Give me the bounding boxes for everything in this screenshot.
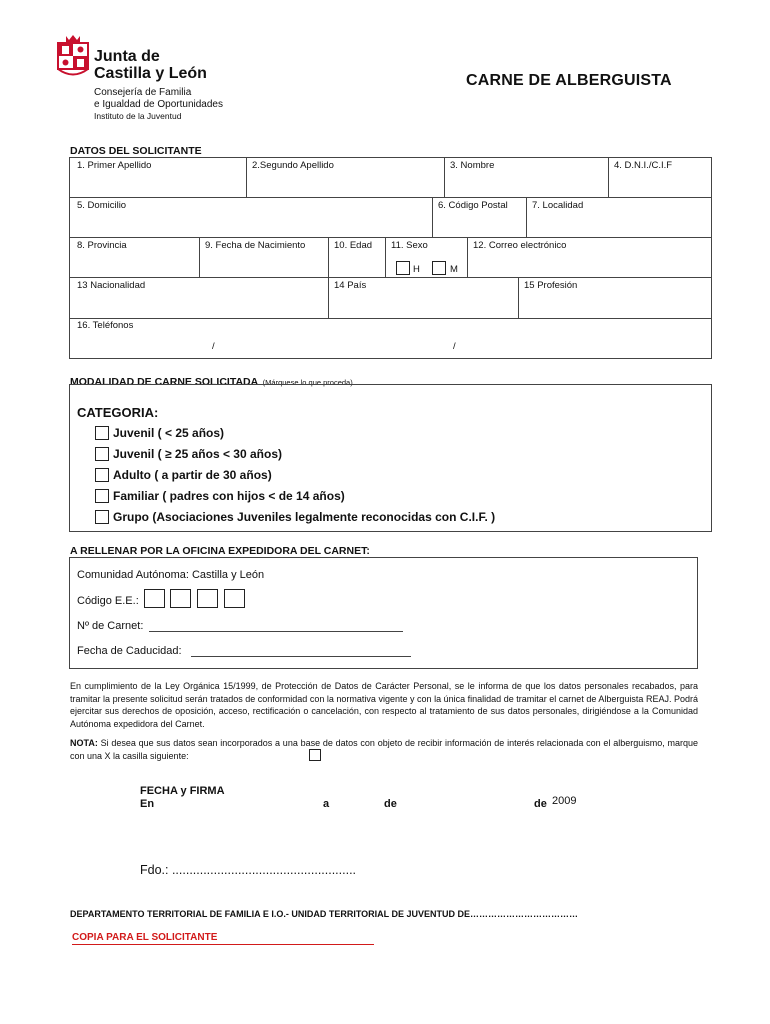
org-name-line1: Junta de — [94, 48, 160, 65]
sex-m-label: M — [450, 264, 458, 275]
org-name-line2: Castilla y León — [94, 65, 207, 82]
row-divider — [69, 277, 712, 278]
option-adulto-checkbox[interactable] — [95, 468, 109, 482]
office-code-label: Código E.E.: — [77, 595, 139, 607]
col-divider — [246, 157, 247, 197]
option-grupo-checkbox[interactable] — [95, 510, 109, 524]
col-divider — [199, 237, 200, 277]
col-divider — [328, 277, 329, 318]
office-section-title: A RELLENAR POR LA OFICINA EXPEDIDORA DEL CARNET: — [70, 545, 370, 557]
expiry-date-line[interactable] — [191, 656, 411, 657]
month-de-label: de — [384, 798, 397, 810]
option-juvenil-25-checkbox[interactable] — [95, 426, 109, 440]
col-divider — [608, 157, 609, 197]
option-grupo-label: Grupo (Asociaciones Juveniles legalmente reconocidas con C.I.F. ) — [113, 510, 496, 524]
option-familiar-label: Familiar ( padres con hijos < de 14 años) — [113, 489, 345, 503]
office-community: Comunidad Autónoma: Castilla y León — [77, 569, 265, 581]
card-number-label: Nº de Carnet: — [77, 620, 144, 632]
field-label-apellido2: 2.Segundo Apellido — [252, 160, 334, 171]
field-label-domicilio: 5. Domicilio — [77, 200, 127, 211]
field-label-edad: 10. Edad — [334, 240, 373, 251]
sex-h-checkbox[interactable] — [396, 261, 410, 275]
category-title: CATEGORIA: — [77, 405, 159, 420]
field-label-localidad: 7. Localidad — [532, 200, 584, 211]
row-divider — [69, 197, 712, 198]
field-label-apellido1: 1. Primer Apellido — [77, 160, 152, 171]
department-line1: Consejería de Familia — [94, 87, 192, 98]
code-digit-box[interactable] — [170, 589, 191, 608]
col-divider — [467, 237, 468, 277]
code-digit-box[interactable] — [197, 589, 218, 608]
code-digit-box[interactable] — [144, 589, 165, 608]
nota-label: NOTA: — [70, 738, 98, 748]
day-a-label: a — [323, 798, 330, 810]
signature-title: FECHA y FIRMA — [140, 785, 225, 797]
row-divider — [69, 237, 712, 238]
option-familiar-checkbox[interactable] — [95, 489, 109, 503]
option-juvenil-25-label: Juvenil ( < 25 años) — [113, 426, 225, 440]
expiry-date-label: Fecha de Caducidad: — [77, 645, 182, 657]
field-label-correo: 12. Correo electrónico — [473, 240, 567, 251]
option-juvenil-25-30-checkbox[interactable] — [95, 447, 109, 461]
nota-text: Si desea que sus datos sean incorporados a una base de datos con objeto de recibir información de interés relacionada con el alberguismo, marque con una X la casilla siguiente: — [70, 738, 698, 761]
row-divider — [69, 318, 712, 319]
field-label-nacionalidad: 13 Nacionalidad — [77, 280, 146, 291]
copy-label: COPIA PARA EL SOLICITANTE — [72, 932, 374, 945]
place-en-label: En — [140, 798, 155, 810]
code-digit-box[interactable] — [224, 589, 245, 608]
col-divider — [526, 197, 527, 237]
footer-department: DEPARTAMENTO TERRITORIAL DE FAMILIA E I.O.- UNIDAD TERRITORIAL DE JUVENTUD DE……………………………… — [70, 909, 579, 919]
col-divider — [444, 157, 445, 197]
signature-line[interactable]: Fdo.: ..................................................... — [140, 863, 357, 877]
year-value: 2009 — [552, 795, 577, 807]
card-number-line[interactable] — [149, 631, 403, 632]
phone-separator: / — [212, 341, 215, 352]
option-adulto-label: Adulto ( a partir de 30 años) — [113, 468, 272, 482]
field-label-nombre: 3. Nombre — [450, 160, 495, 171]
field-label-telefonos: 16. Teléfonos — [77, 320, 134, 331]
field-label-profesion: 15 Profesión — [524, 280, 578, 291]
field-label-sexo: 11. Sexo — [391, 240, 428, 251]
sex-m-checkbox[interactable] — [432, 261, 446, 275]
field-label-fecha-nacimiento: 9. Fecha de Nacimiento — [205, 240, 306, 251]
col-divider — [328, 237, 329, 277]
col-divider — [385, 237, 386, 277]
applicant-section-title: DATOS DEL SOLICITANTE — [70, 145, 202, 157]
institute-name: Instituto de la Juventud — [94, 111, 182, 121]
option-juvenil-25-30-label: Juvenil ( ≥ 25 años < 30 años) — [113, 447, 282, 461]
col-divider — [432, 197, 433, 237]
year-de-label: de — [534, 798, 547, 810]
field-label-provincia: 8. Provincia — [77, 240, 127, 251]
document-title: CARNE DE ALBERGUISTA — [466, 72, 672, 89]
field-label-dni: 4. D.N.I./C.I.F — [614, 160, 673, 171]
modality-section-note: (Márquese lo que proceda) — [262, 378, 353, 387]
col-divider — [518, 277, 519, 318]
phone-separator: / — [453, 341, 456, 352]
nota-paragraph — [70, 737, 698, 762]
modality-section-title: MODALIDAD DE CARNE SOLICITADA — [70, 376, 259, 388]
sex-h-label: H — [413, 264, 420, 275]
coat-of-arms-logo — [56, 34, 90, 80]
field-label-pais: 14 País — [334, 280, 367, 291]
applicant-table — [69, 157, 712, 359]
field-label-codigo-postal: 6. Código Postal — [438, 200, 508, 211]
database-consent-checkbox[interactable] — [309, 749, 321, 761]
legal-notice: En cumplimiento de la Ley Orgánica 15/1999, de Protección de Datos de Carácter Personal, se le informa de que los datos personales recabados, para tramitar la presente solicitud serán tratados de conformidad con la normativa vigente y con la única finalidad de tramitar el carnet de Alberguista REAJ. Podrá ejercitar sus derechos de oposición, acceso, rectificación o cancelación, con respecto al tratamiento de sus datos personales, dirigiéndose a la Comunidad Autónoma expedidora del Carnet. — [70, 681, 698, 729]
department-line2: e Igualdad de Oportunidades — [94, 99, 223, 110]
